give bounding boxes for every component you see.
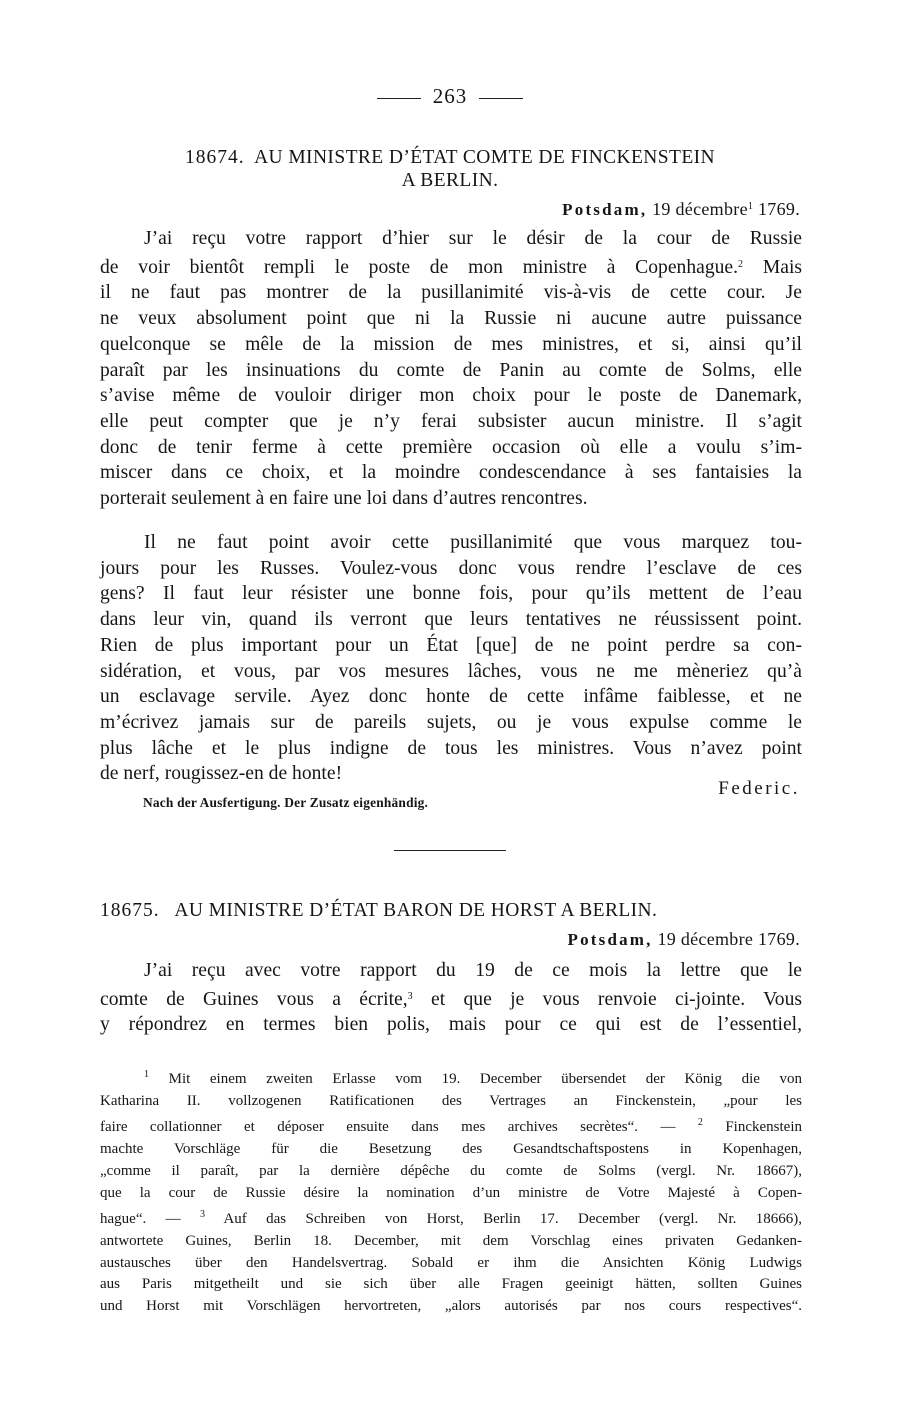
text-line: plus lâche et le plus indigne de tous les ministres. Vous n’avez point (100, 737, 802, 759)
letter1-number: 18674. (184, 147, 245, 168)
footnote-line: que la cour de Russie désire la nomination d’un ministre de Votre Majesté à Copen- (100, 1184, 802, 1201)
footnote-line: faire collationner et déposer ensuite dans mes archives secrètes“. — $^2$ Finckenstein (100, 1117, 802, 1136)
text-line: donc de tenir ferme à cette première occasion où elle a voulu s’im- (100, 436, 802, 458)
text-line: m’écrivez jamais sur de pareils sujets, ou je vous expulse comme le (100, 711, 802, 733)
footnote-ref-1: 1 (747, 201, 754, 212)
footnote-line: machte Vorschläge für die Besetzung des Gesandtschaftspostens in Kopenhagen, (100, 1141, 802, 1158)
letter2-heading (100, 899, 800, 922)
text-line: un esclavage servile. Ayez donc honte de cette infâme faiblesse, et ne (100, 686, 802, 708)
text-line: ne veux absolument point que ni la Russie ni aucune autre puissance (100, 308, 802, 330)
page-number-dash-right (479, 98, 523, 99)
text-line: il ne faut pas montrer de la pusillanimité vis-à-vis de cette cour. Je (100, 282, 802, 304)
footnote-marker-2: 2 (697, 1117, 703, 1129)
text-line: J’ai reçu avec votre rapport du 19 de ce mois la lettre que le (144, 960, 802, 981)
footnote-line: Katharina II. vollzogenen Ratificationen des Vertrages an Finckenstein, „pour les (100, 1092, 802, 1109)
text-line: quelconque se mêle de la mission de mes ministres, et si, ainsi qu’il (100, 333, 802, 355)
footnote-line: „comme il paraît, par la dernière dépêche du comte de Solms (vergl. Nr. 18667), (100, 1162, 802, 1179)
letter1-paragraph-2 (100, 530, 802, 787)
text-line: s’avise même de vouloir diriger mon choix pour le poste de Danemark, (100, 385, 802, 407)
footnote-ref-3: 3 (407, 990, 413, 1002)
letter1-title-line2: A BERLIN. (401, 170, 499, 191)
text-line: jours pour les Russes. Voulez-vous donc vous rendre l’esclave de ces (100, 557, 802, 579)
text-line: J’ai reçu votre rapport d’hier sur le désir de la cour de Russie (144, 228, 802, 249)
text-line: sidération, et vous, par vos mesures lâches, vous ne me mèneriez qu’à (100, 660, 802, 682)
text-line: dans leur vin, quand ils verront que leurs tentatives ne réussissent point. (100, 609, 802, 631)
letter1-place: Potsdam, (562, 200, 648, 219)
letter1-dateline (562, 199, 800, 220)
letter2-dateline (567, 929, 800, 950)
text-line: gens? Il faut leur résister une bonne fois, pour qu’ils mettent de l’eau (100, 583, 802, 605)
footnote-ref-2: 2 (738, 258, 744, 270)
text-line: de nerf, rougissez-en de honte! (100, 763, 343, 785)
text-line: Rien de plus important pour un État [que] de ne point perdre sa con- (100, 634, 802, 656)
source-note: Nach der Ausfertigung. Der Zusatz eigenhändig. (143, 795, 429, 810)
footnotes (100, 1064, 802, 1318)
page-number-dash-left (377, 98, 421, 99)
letter1-title-line1: AU MINISTRE D’ÉTAT COMTE DE FINCKENSTEIN (254, 147, 716, 168)
text-line: de voir bientôt rempli le poste de mon ministre à Copenhague.$^2$ Mais (100, 256, 803, 278)
text-line: elle peut compter que je n’y ferai subsister aucun ministre. Il s’agit (100, 410, 802, 432)
footnote-line: und Horst mit Vorschlägen hervortreten, „alors autorisés par nos cours respectives“. (100, 1298, 802, 1315)
footnote-line: hague“. — $^3$ Auf das Schreiben von Horst, Berlin 17. December (vergl. Nr. 18666), (100, 1209, 802, 1228)
letter2-date: 19 décembre 1769. (657, 929, 800, 949)
letter1-year: 1769. (758, 199, 800, 219)
letter2-paragraph-1 (100, 958, 802, 1038)
letter2-number: 18675. (100, 900, 160, 921)
footnote-marker-1: 1 (144, 1069, 149, 1080)
page-number: 263 (0, 84, 900, 109)
text-line: porterait seulement à en faire une loi dans d’autres rencontres. (100, 488, 588, 510)
letter1-heading (100, 146, 800, 192)
footnote-line: aus Paris mitgetheilt und sie sich über alle Fragen geeinigt hätten, sollten Guines (100, 1276, 802, 1293)
letter2-title: AU MINISTRE D’ÉTAT BARON DE HORST A BERLIN. (174, 900, 658, 921)
text-line: paraît par les insinuations du comte de Panin au comte de Solms, elle (100, 359, 802, 381)
text-line: comte de Guines vous a écrite,$^3$ et que je vous renvoie ci-jointe. Vous (100, 988, 803, 1010)
letter1-paragraph-1 (100, 226, 802, 512)
text-line: y répondrez en termes bien polis, mais pour ce qui est de l’essentiel, (100, 1014, 802, 1036)
signature: Federic. (718, 778, 800, 799)
letter1-date: 19 décembre (652, 199, 748, 219)
letter2-place: Potsdam, (567, 930, 653, 949)
section-divider (394, 850, 506, 851)
text-line: miscer dans ce choix, et la moindre condescendance à ses fantaisies la (100, 462, 802, 484)
text-line: Il ne faut point avoir cette pusillanimité que vous marquez tou- (144, 532, 802, 553)
footnote-line: antwortete Guines, Berlin 18. December, mit dem Vorschlag eines privaten Gedanken- (100, 1232, 802, 1249)
footnote-line: austausches über den Handelsvertrag. Sobald er ihm die Ansichten König Ludwigs (100, 1254, 802, 1271)
footnote-marker-3: 3 (199, 1209, 205, 1221)
footnote-line: $^1$ Mit einem zweiten Erlasse vom 19. December übersendet der König die von (144, 1069, 802, 1087)
